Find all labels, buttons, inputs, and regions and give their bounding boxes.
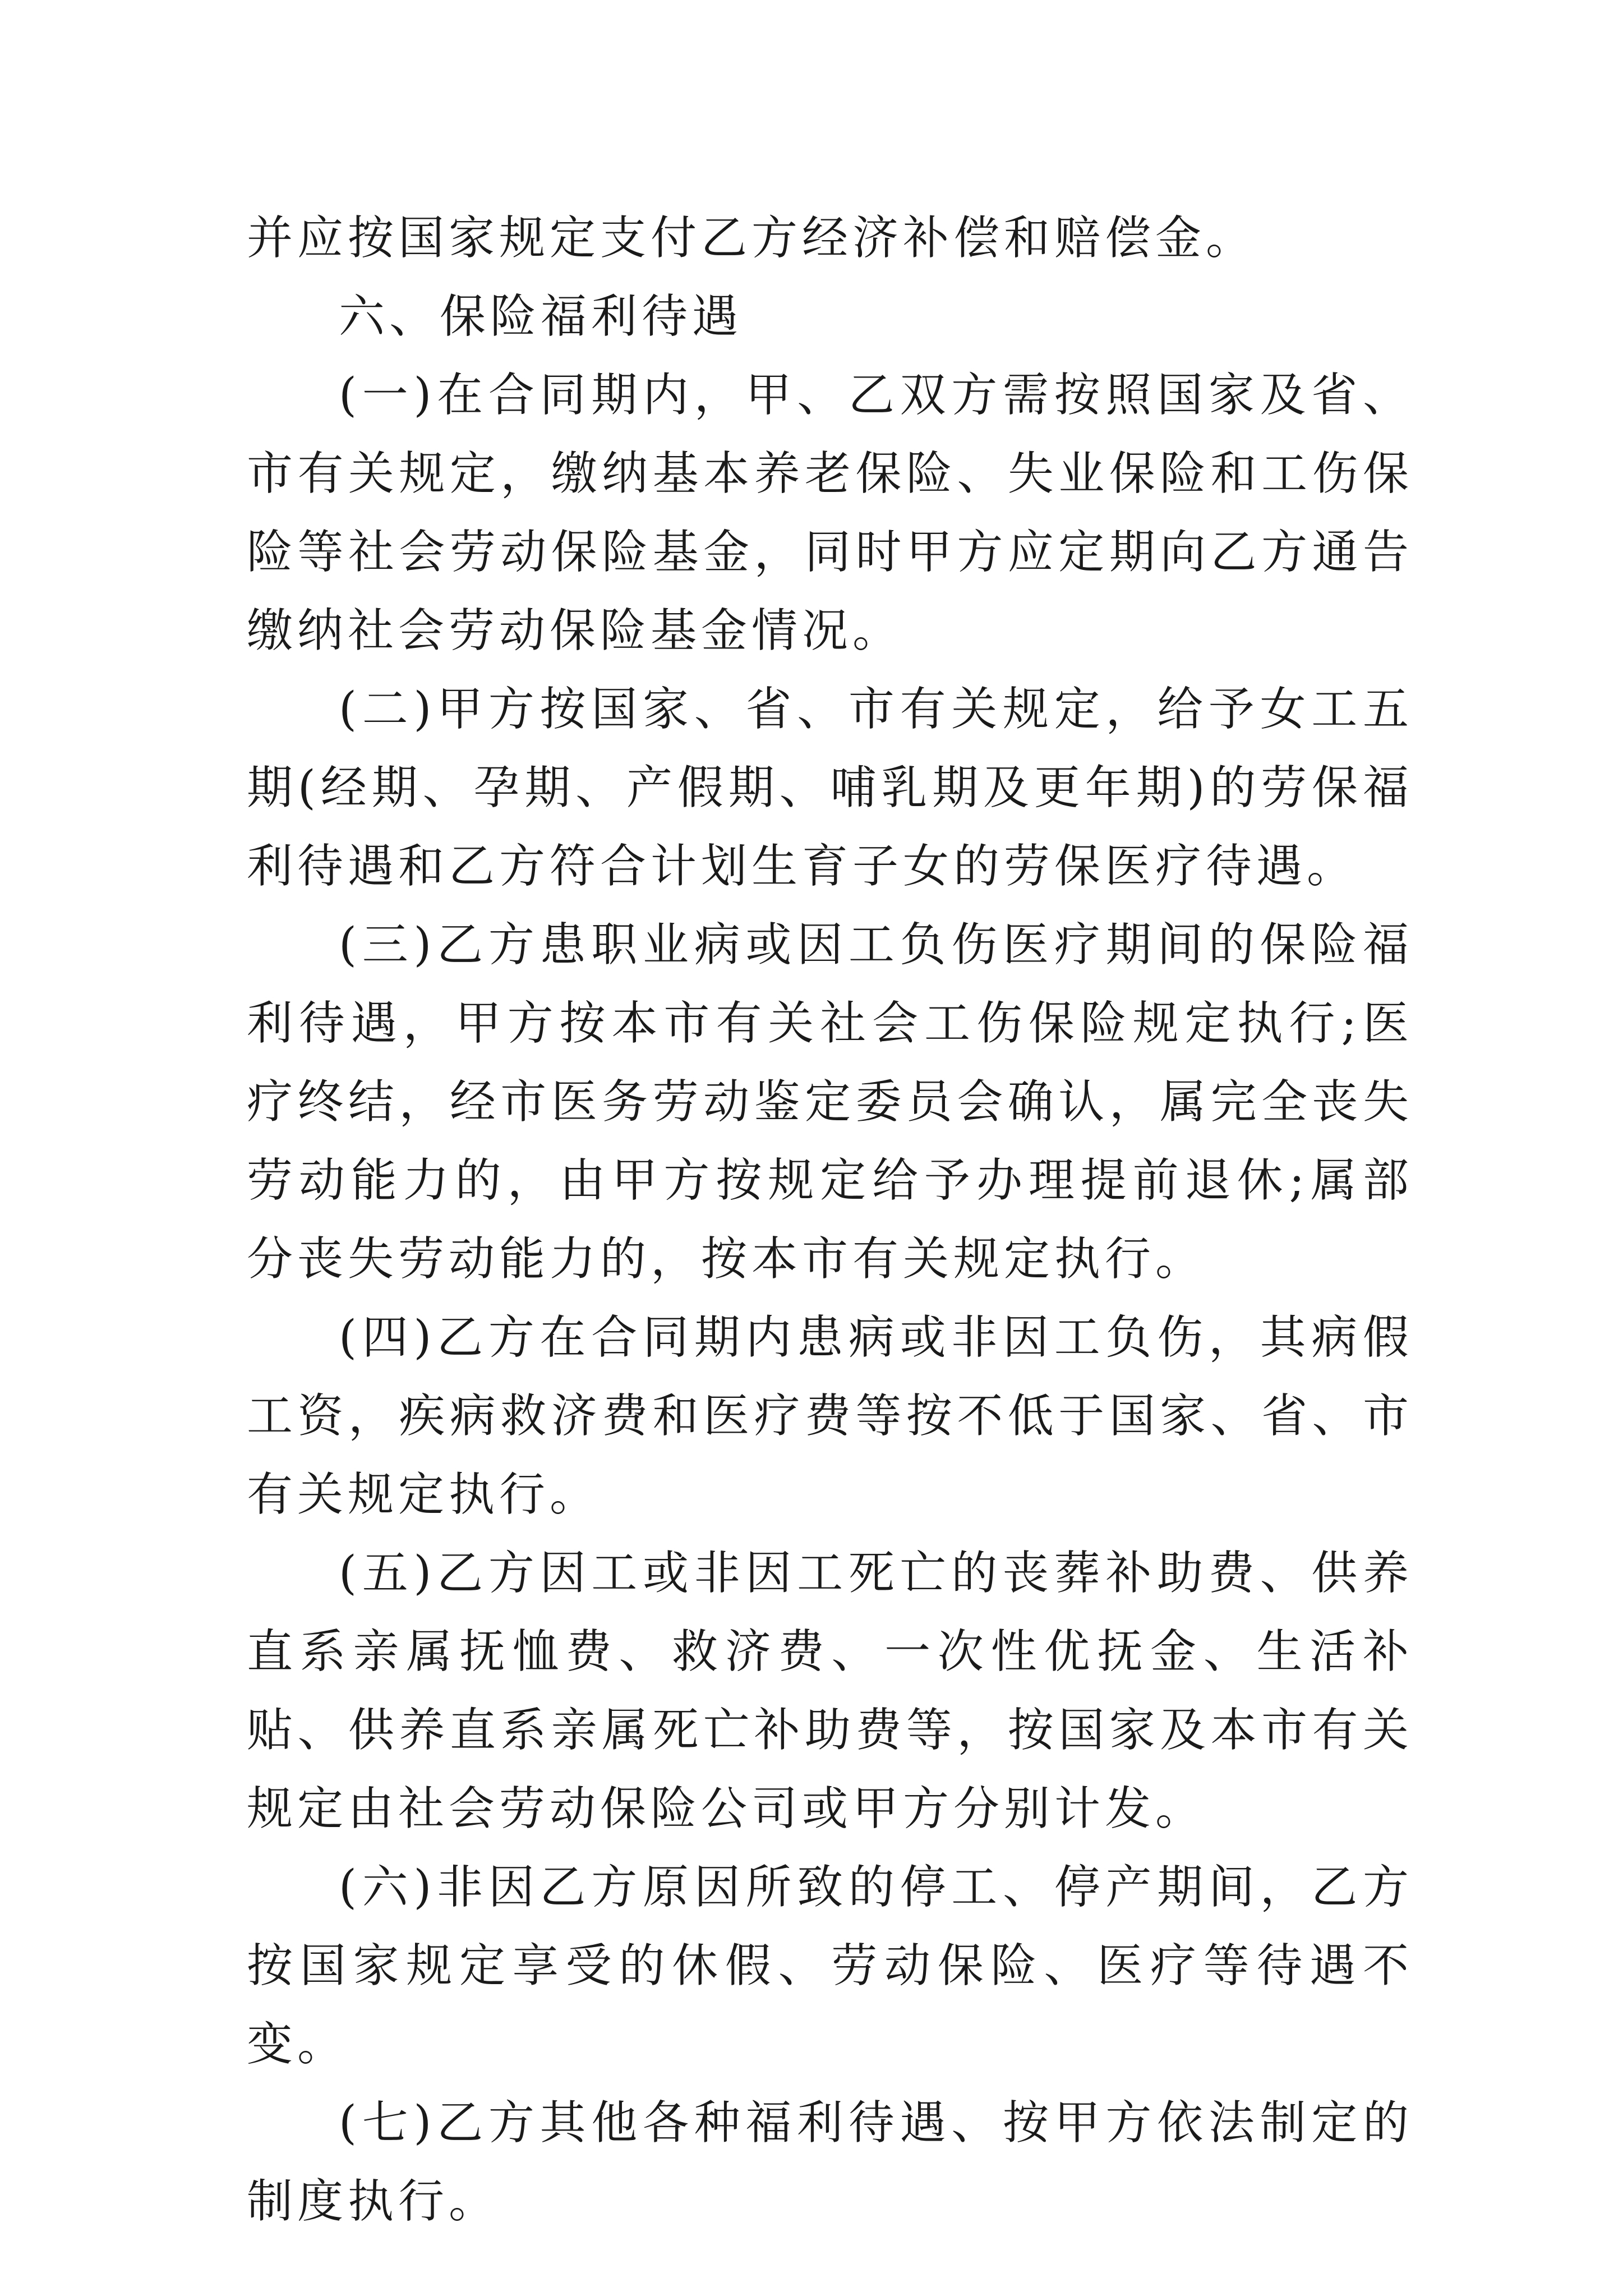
clause-7: (七)乙方其他各种福利待遇、按甲方依法制定的制度执行。 <box>247 2096 1413 2228</box>
section-heading: 六、保险福利待遇 <box>339 290 743 343</box>
clause-4: (四)乙方在合同期内患病或非因工负伤，其病假工资，疾病救济费和医疗费等按不低于国家、省、市有关规定执行。 <box>247 1311 1413 1521</box>
clause-5: (五)乙方因工或非因工死亡的丧葬补助费、供养直系亲属抚恤费、救济费、一次性优抚金、生活补贴、供养直系亲属死亡补助费等，按国家及本市有关规定由社会劳动保险公司或甲方分别计发。 <box>247 1547 1413 1835</box>
clause-2: (二)甲方按国家、省、市有关规定，给予女工五期(经期、孕期、产假期、哺乳期及更年期)的劳保福利待遇和乙方符合计划生育子女的劳保医疗待遇。 <box>247 683 1413 893</box>
document-body <box>247 199 1413 2241</box>
clause-6: (六)非因乙方原因所致的停工、停产期间，乙方按国家规定享受的休假、劳动保险、医疗等待遇不变。 <box>247 1861 1413 2071</box>
clause-3: (三)乙方患职业病或因工负伤医疗期间的保险福利待遇，甲方按本市有关社会工伤保险规定执行;医疗终结，经市医务劳动鉴定委员会确认，属完全丧失劳动能力的，由甲方按规定给予办理提前退休;属部分丧失劳动能力的，按本市有关规定执行。 <box>247 918 1413 1286</box>
paragraph-continuation: 并应按国家规定支付乙方经济补偿和赔偿金。 <box>247 211 1257 265</box>
clause-1: (一)在合同期内，甲、乙双方需按照国家及省、市有关规定，缴纳基本养老保险、失业保险和工伤保险等社会劳动保险基金，同时甲方应定期向乙方通告缴纳社会劳动保险基金情况。 <box>247 369 1413 657</box>
